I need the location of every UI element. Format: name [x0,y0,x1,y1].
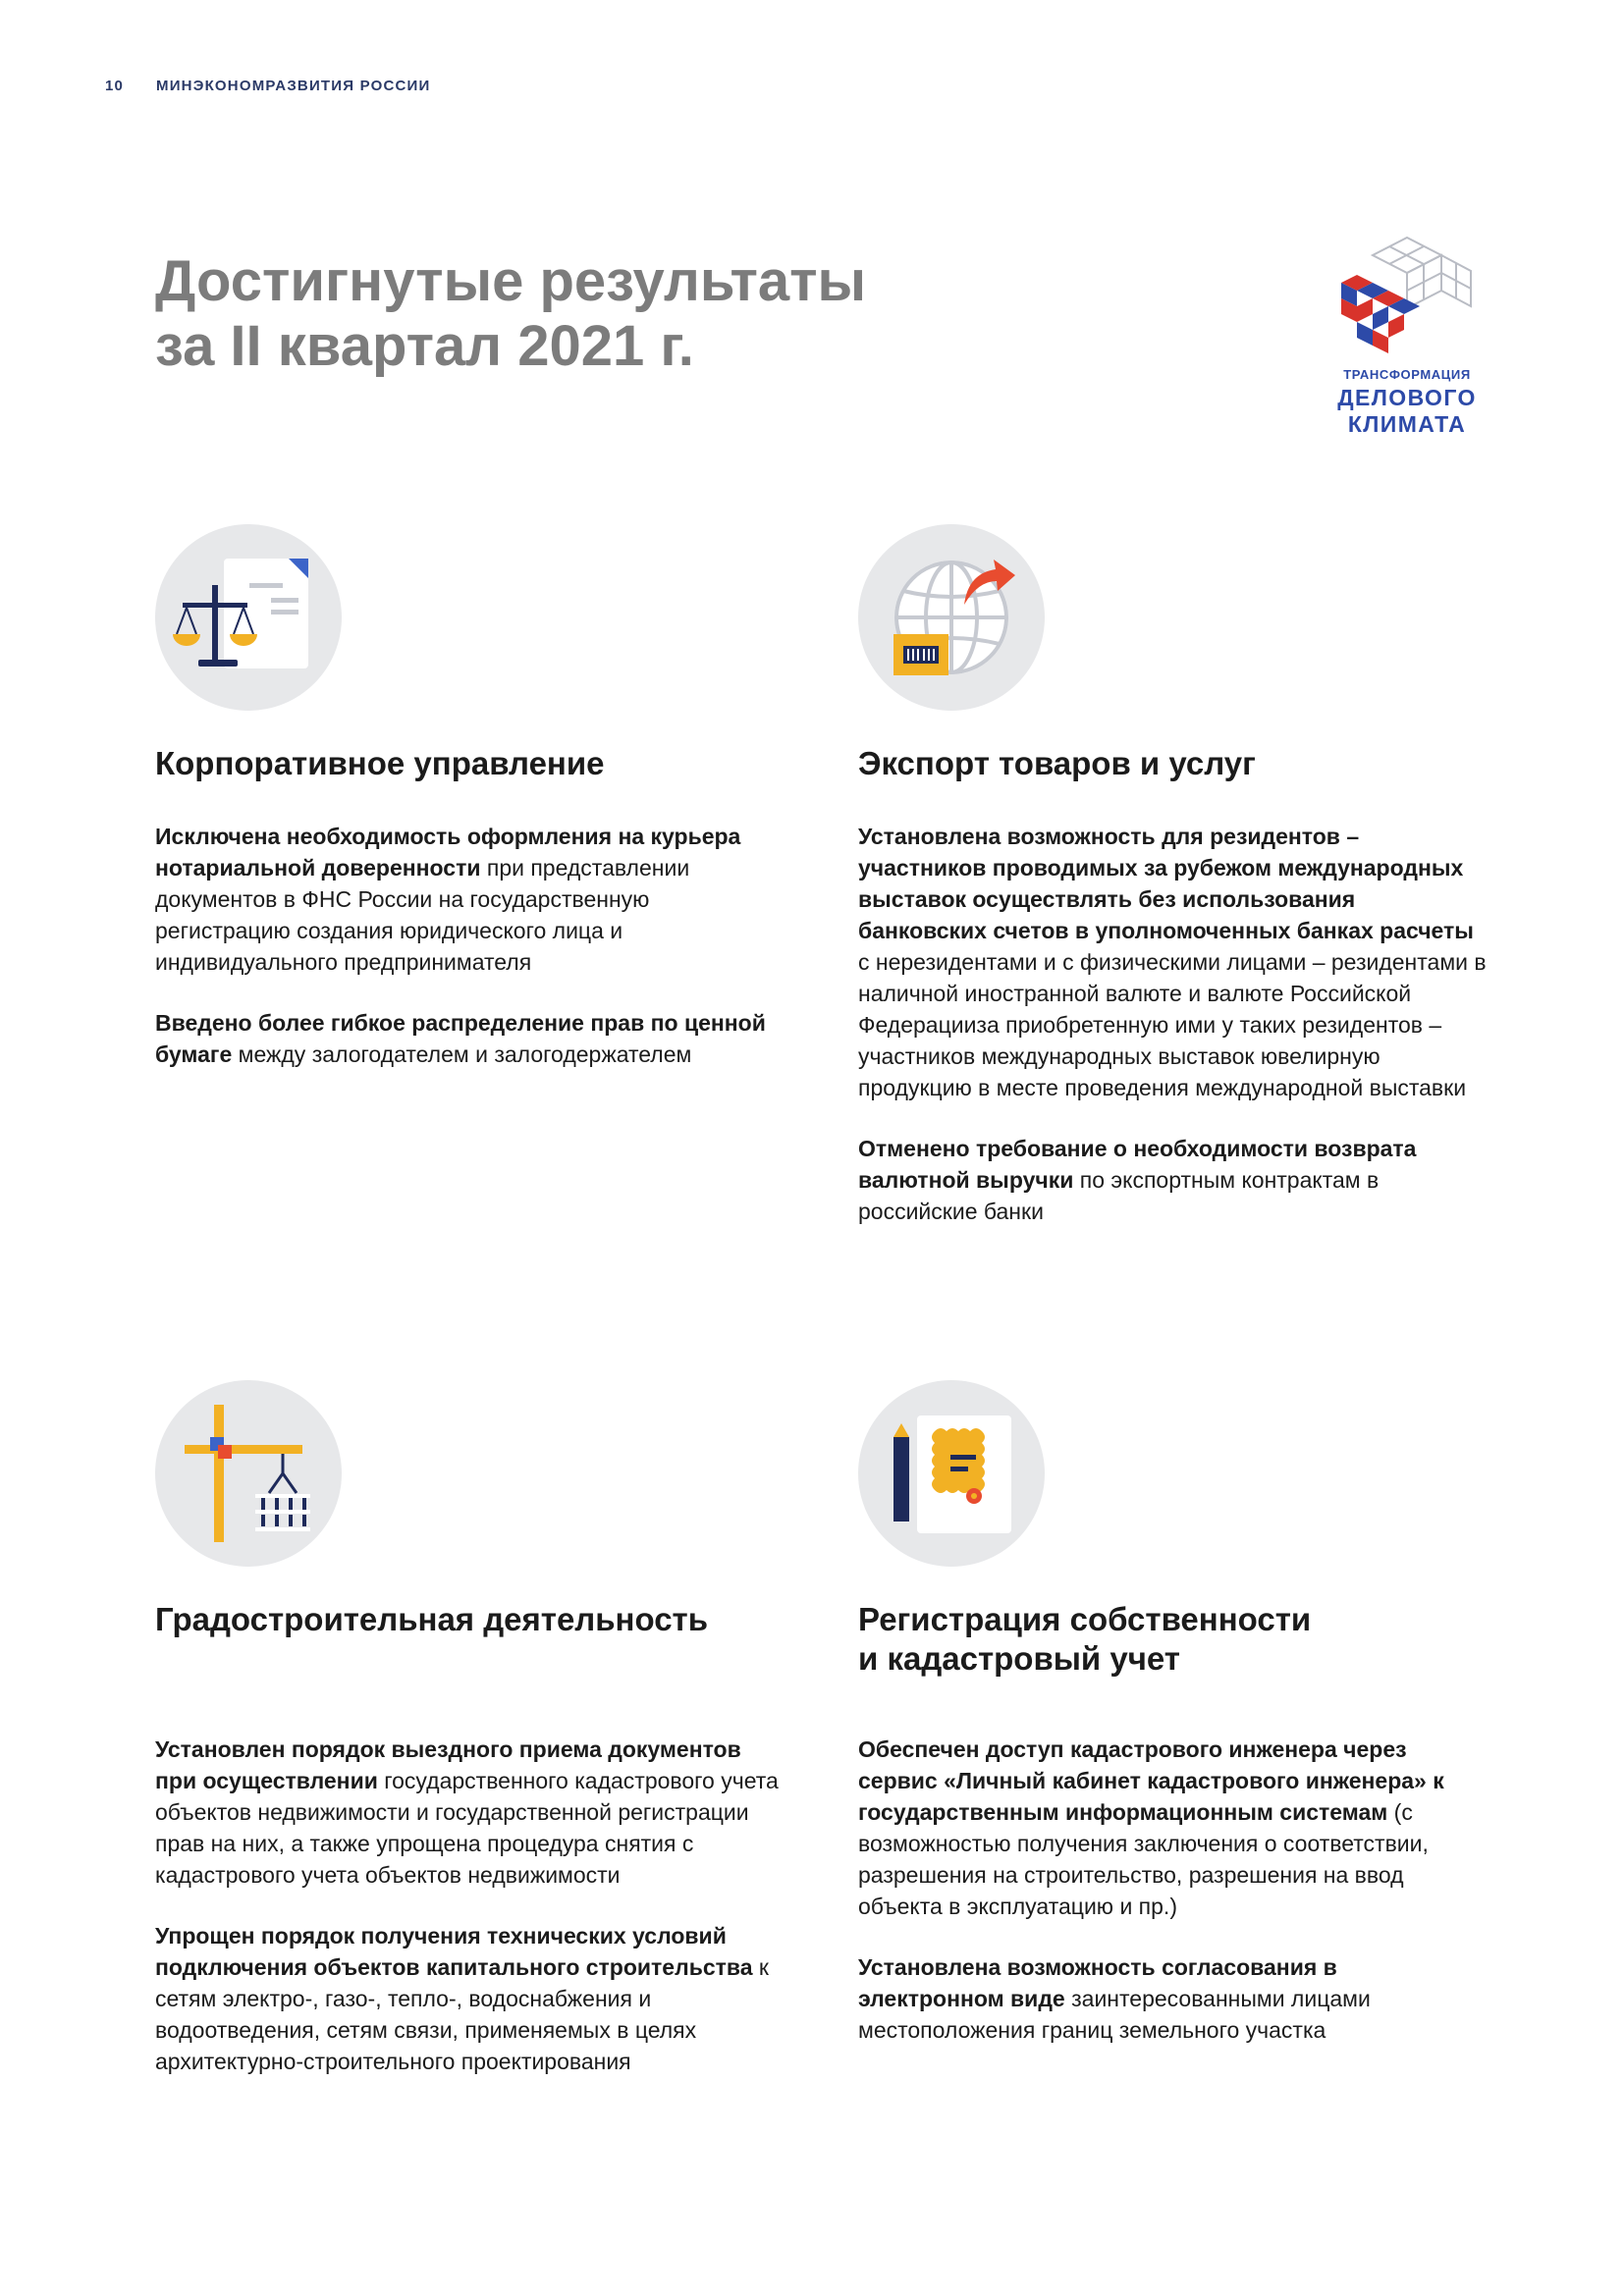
section-heading: Экспорт товаров и услуг [858,745,1256,781]
section-corporate-governance [155,524,784,1099]
section-heading: Регистрация собственности и кадастровый учет [858,1601,1312,1677]
section-heading: Корпоративное управление [155,745,605,781]
logo-word-1: ДЕЛОВОГО [1337,385,1477,410]
ministry-name: МИНЭКОНОМРАЗВИТИЯ РОССИИ [156,78,431,94]
cube-icon [1333,236,1481,363]
section-heading: Градостроительная деятельность [155,1601,708,1637]
section-paragraph: Установлена возможность согласования в электронном виде заинтересованными лицами местоположения границ земельного участка [858,1954,1371,2043]
page-number: 10 [105,78,125,94]
crane-icon [155,1380,342,1567]
section-paragraph: Отменено требование о необходимости возврата валютной выручки по экспортным контрактам в российские банки [858,1136,1417,1224]
section-paragraph: Исключена необходимость оформления на курьера нотариальной доверенности при представлении документов в ФНС России на государственную регистрацию создания юридического лица и индивидуального предпринимателя [155,824,741,975]
logo-word-2: КЛИМАТА [1347,411,1467,437]
scales-document-icon [155,524,342,711]
section-export [858,524,1487,1256]
business-climate-logo [1324,236,1490,442]
section-paragraph: Введено более гибкое распределение прав по ценной бумаге между залогодателем и залогодержателем [155,1010,766,1067]
globe-export-icon [858,524,1045,711]
page-title [155,249,1039,379]
logo-caption-2 [1324,385,1490,438]
page-title-line-2: за II квартал 2021 г. [155,314,694,378]
section-property-registration [858,1380,1487,2075]
logo-caption-1: ТРАНСФОРМАЦИЯ [1343,367,1471,382]
section-paragraph: Установлен порядок выездного приема документов при осуществлении государственного кадастрового учета объектов недвижимости и государственной регистрации прав на них, а также упрощена процедура снятия с кадастрового учета объектов недвижимости [155,1736,779,1888]
section-paragraph: Установлена возможность для резидентов – участников проводимых за рубежом международных выставок осуществлять без использования банковских счетов в уполномоченных банках расчеты с нерезидентами и с физическими лицами – резидентами в наличной иностранной валюте и валюте Российской Федерацииза приобретенную ими у таких резидентов – участников международных выставок ювелирную продукцию в месте проведения международной выставки [858,824,1487,1100]
page-title-line-1: Достигнутые результаты [155,249,867,313]
running-header [105,78,431,94]
section-paragraph: Обеспечен доступ кадастрового инженера через сервис «Личный кабинет кадастрового инженера» к государственным информационным системам (с возможностью получения заключения о соответствии, разрешения на строительство, разрешения на ввод объекта в эксплуатацию и пр.) [858,1736,1444,1919]
section-paragraph: Упрощен порядок получения технических условий подключения объектов капитального строительства к сетям электро-, газо-, тепло-, водоснабжения и водоотведения, сетям связи, применяемых в целях архитектурно-строительного проектирования [155,1923,769,2074]
certificate-icon [858,1380,1045,1567]
section-urban-planning [155,1380,784,2107]
